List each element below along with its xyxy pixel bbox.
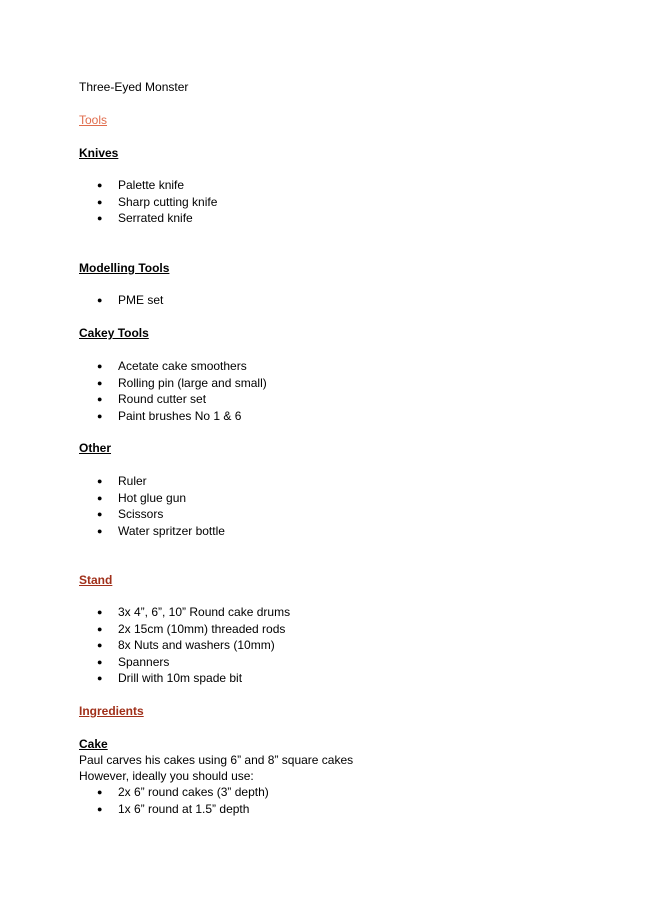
bullet-icon: ● [97,295,103,305]
cake-heading: Cake [79,737,108,751]
list-item: ● 2x 15cm (10mm) threaded rods [97,621,286,636]
bullet-icon: ● [97,803,103,814]
list-item: ● Water spritzer bottle [97,523,225,538]
knives-heading: Knives [79,146,119,160]
bullet-icon: ● [97,492,103,503]
stand-heading: Stand [79,573,113,587]
knives-list [79,177,599,227]
list-item: ● Scissors [97,507,164,521]
list-item: ● Drill with 10m spade bit [97,671,243,685]
bullet-icon: ● [97,410,103,421]
stand-list [79,604,599,687]
bullet-icon: ● [97,640,103,650]
list-item: ● 1x 6” round at 1.5” depth [97,801,250,816]
bullet-icon: ● [97,509,103,519]
list-item: ● 3x 4”, 6”, 10” Round cake drums [97,605,291,619]
list-item: ● 2x 6” round cakes (3” depth) [97,785,269,799]
modelling-tools-heading: Modelling Tools [79,261,170,275]
bullet-icon: ● [97,476,103,486]
bullet-icon: ● [97,394,103,404]
bullet-icon: ● [97,623,103,634]
list-item: ● Spanners [97,654,170,669]
bullet-icon: ● [97,213,103,223]
bullet-icon: ● [97,607,103,617]
list-item: ● Hot glue gun [97,490,187,505]
list-item: ● PME set [97,293,164,307]
cake-description: Paul carves his cakes using 6” and 8” square cakes [79,753,354,767]
cake-list [79,784,599,817]
bullet-icon: ● [97,525,103,536]
cakey-tools-heading: Cakey Tools [79,326,149,340]
list-item: ● Paint brushes No 1 & 6 [97,408,242,423]
list-item: ● Ruler [97,474,147,488]
list-item: ● 8x Nuts and washers (10mm) [97,638,275,652]
other-heading: Other [79,441,112,455]
list-item: ● Round cutter set [97,392,207,406]
ingredients-heading: Ingredients [79,704,144,718]
document-title: Three-Eyed Monster [79,80,189,94]
list-item: ● Sharp cutting knife [97,194,218,209]
bullet-icon: ● [97,180,103,190]
list-item: ● Acetate cake smoothers [97,359,247,373]
bullet-icon: ● [97,787,103,797]
list-item: ● Rolling pin (large and small) [97,375,267,390]
cake-note: However, ideally you should use: [79,769,254,783]
modelling-tools-list [79,292,599,309]
bullet-icon: ● [97,673,103,683]
cakey-tools-list [79,358,599,424]
bullet-icon: ● [97,656,103,667]
tools-heading: Tools [79,113,108,127]
list-item: ● Palette knife [97,178,185,192]
list-item: ● Serrated knife [97,211,193,225]
other-list [79,473,599,539]
bullet-icon: ● [97,196,103,207]
bullet-icon: ● [97,377,103,388]
bullet-icon: ● [97,361,103,371]
